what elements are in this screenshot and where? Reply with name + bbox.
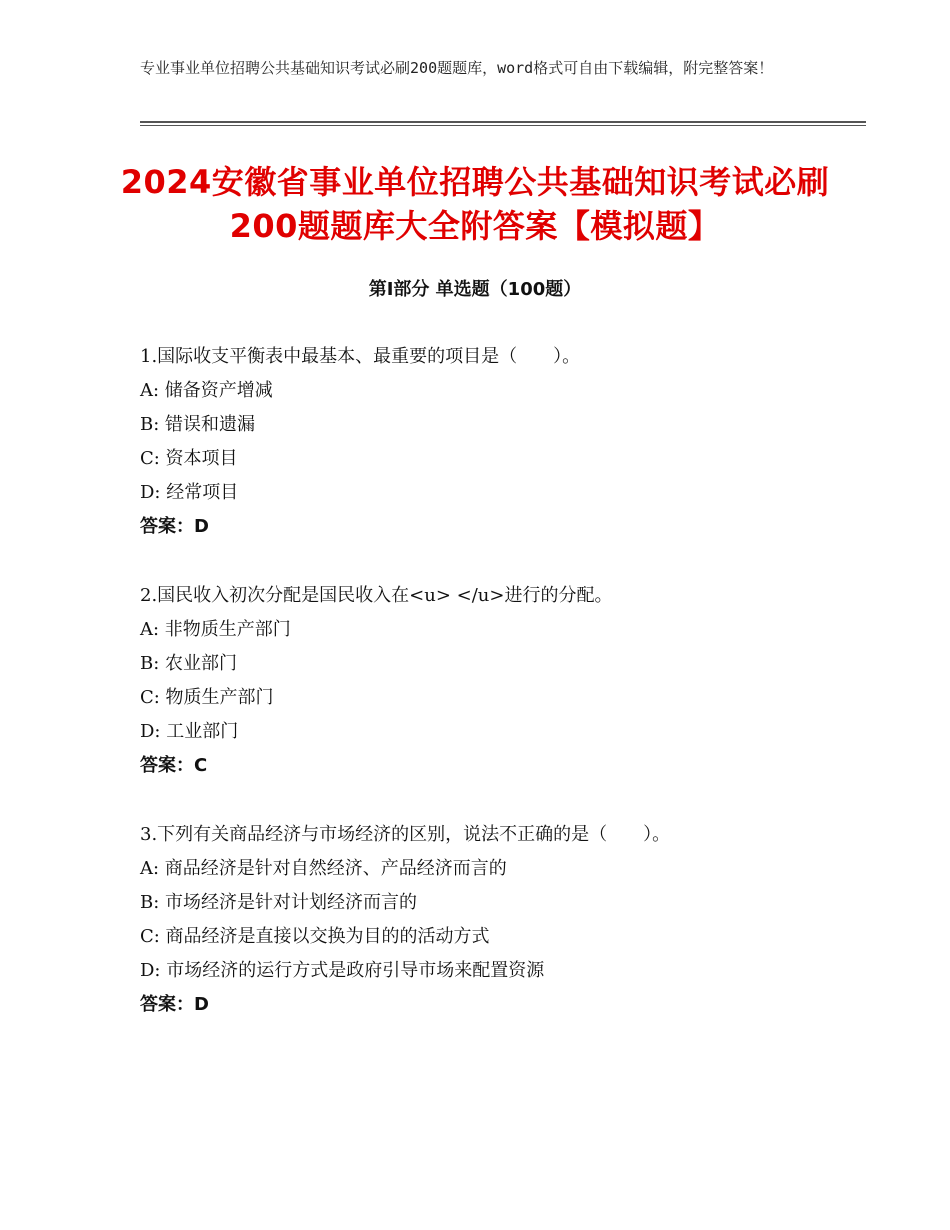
document-title: 2024安徽省事业单位招聘公共基础知识考试必刷200题题库大全附答案【模拟题】 <box>120 163 830 245</box>
section-heading: 第Ⅰ部分 单选题（100题） <box>368 279 582 300</box>
option-b: B: 农业部门 <box>140 653 238 674</box>
answer-line: 答案：C <box>140 755 208 776</box>
option-a: A: 商品经济是针对自然经济、产品经济而言的 <box>140 858 507 879</box>
question-text: 1.国际收支平衡表中最基本、最重要的项目是（ ）。 <box>140 346 581 367</box>
question-block <box>140 579 840 783</box>
option-a: A: 非物质生产部门 <box>140 619 291 640</box>
header-note: 专业事业单位招聘公共基础知识考试必刷200题题库，word格式可自由下载编辑，附完整答案！ <box>140 59 774 77</box>
answer-line: 答案：D <box>140 994 209 1015</box>
option-c: C: 资本项目 <box>140 448 238 469</box>
option-c: C: 商品经济是直接以交换为目的的活动方式 <box>140 926 490 947</box>
option-b: B: 市场经济是针对计划经济而言的 <box>140 892 418 913</box>
question-block <box>140 340 840 544</box>
option-d: D: 经常项目 <box>140 482 239 503</box>
option-d: D: 工业部门 <box>140 721 239 742</box>
question-text: 2.国民收入初次分配是国民收入在<u> </u>进行的分配。 <box>140 585 613 606</box>
header-divider-thin <box>140 125 866 126</box>
option-c: C: 物质生产部门 <box>140 687 274 708</box>
question-block <box>140 818 840 1022</box>
option-b: B: 错误和遗漏 <box>140 414 256 435</box>
question-text: 3.下列有关商品经济与市场经济的区别，说法不正确的是（ ）。 <box>140 824 671 845</box>
header-divider-thick <box>140 121 866 123</box>
option-a: A: 储备资产增减 <box>140 380 273 401</box>
answer-line: 答案：D <box>140 516 209 537</box>
option-d: D: 市场经济的运行方式是政府引导市场来配置资源 <box>140 960 545 981</box>
